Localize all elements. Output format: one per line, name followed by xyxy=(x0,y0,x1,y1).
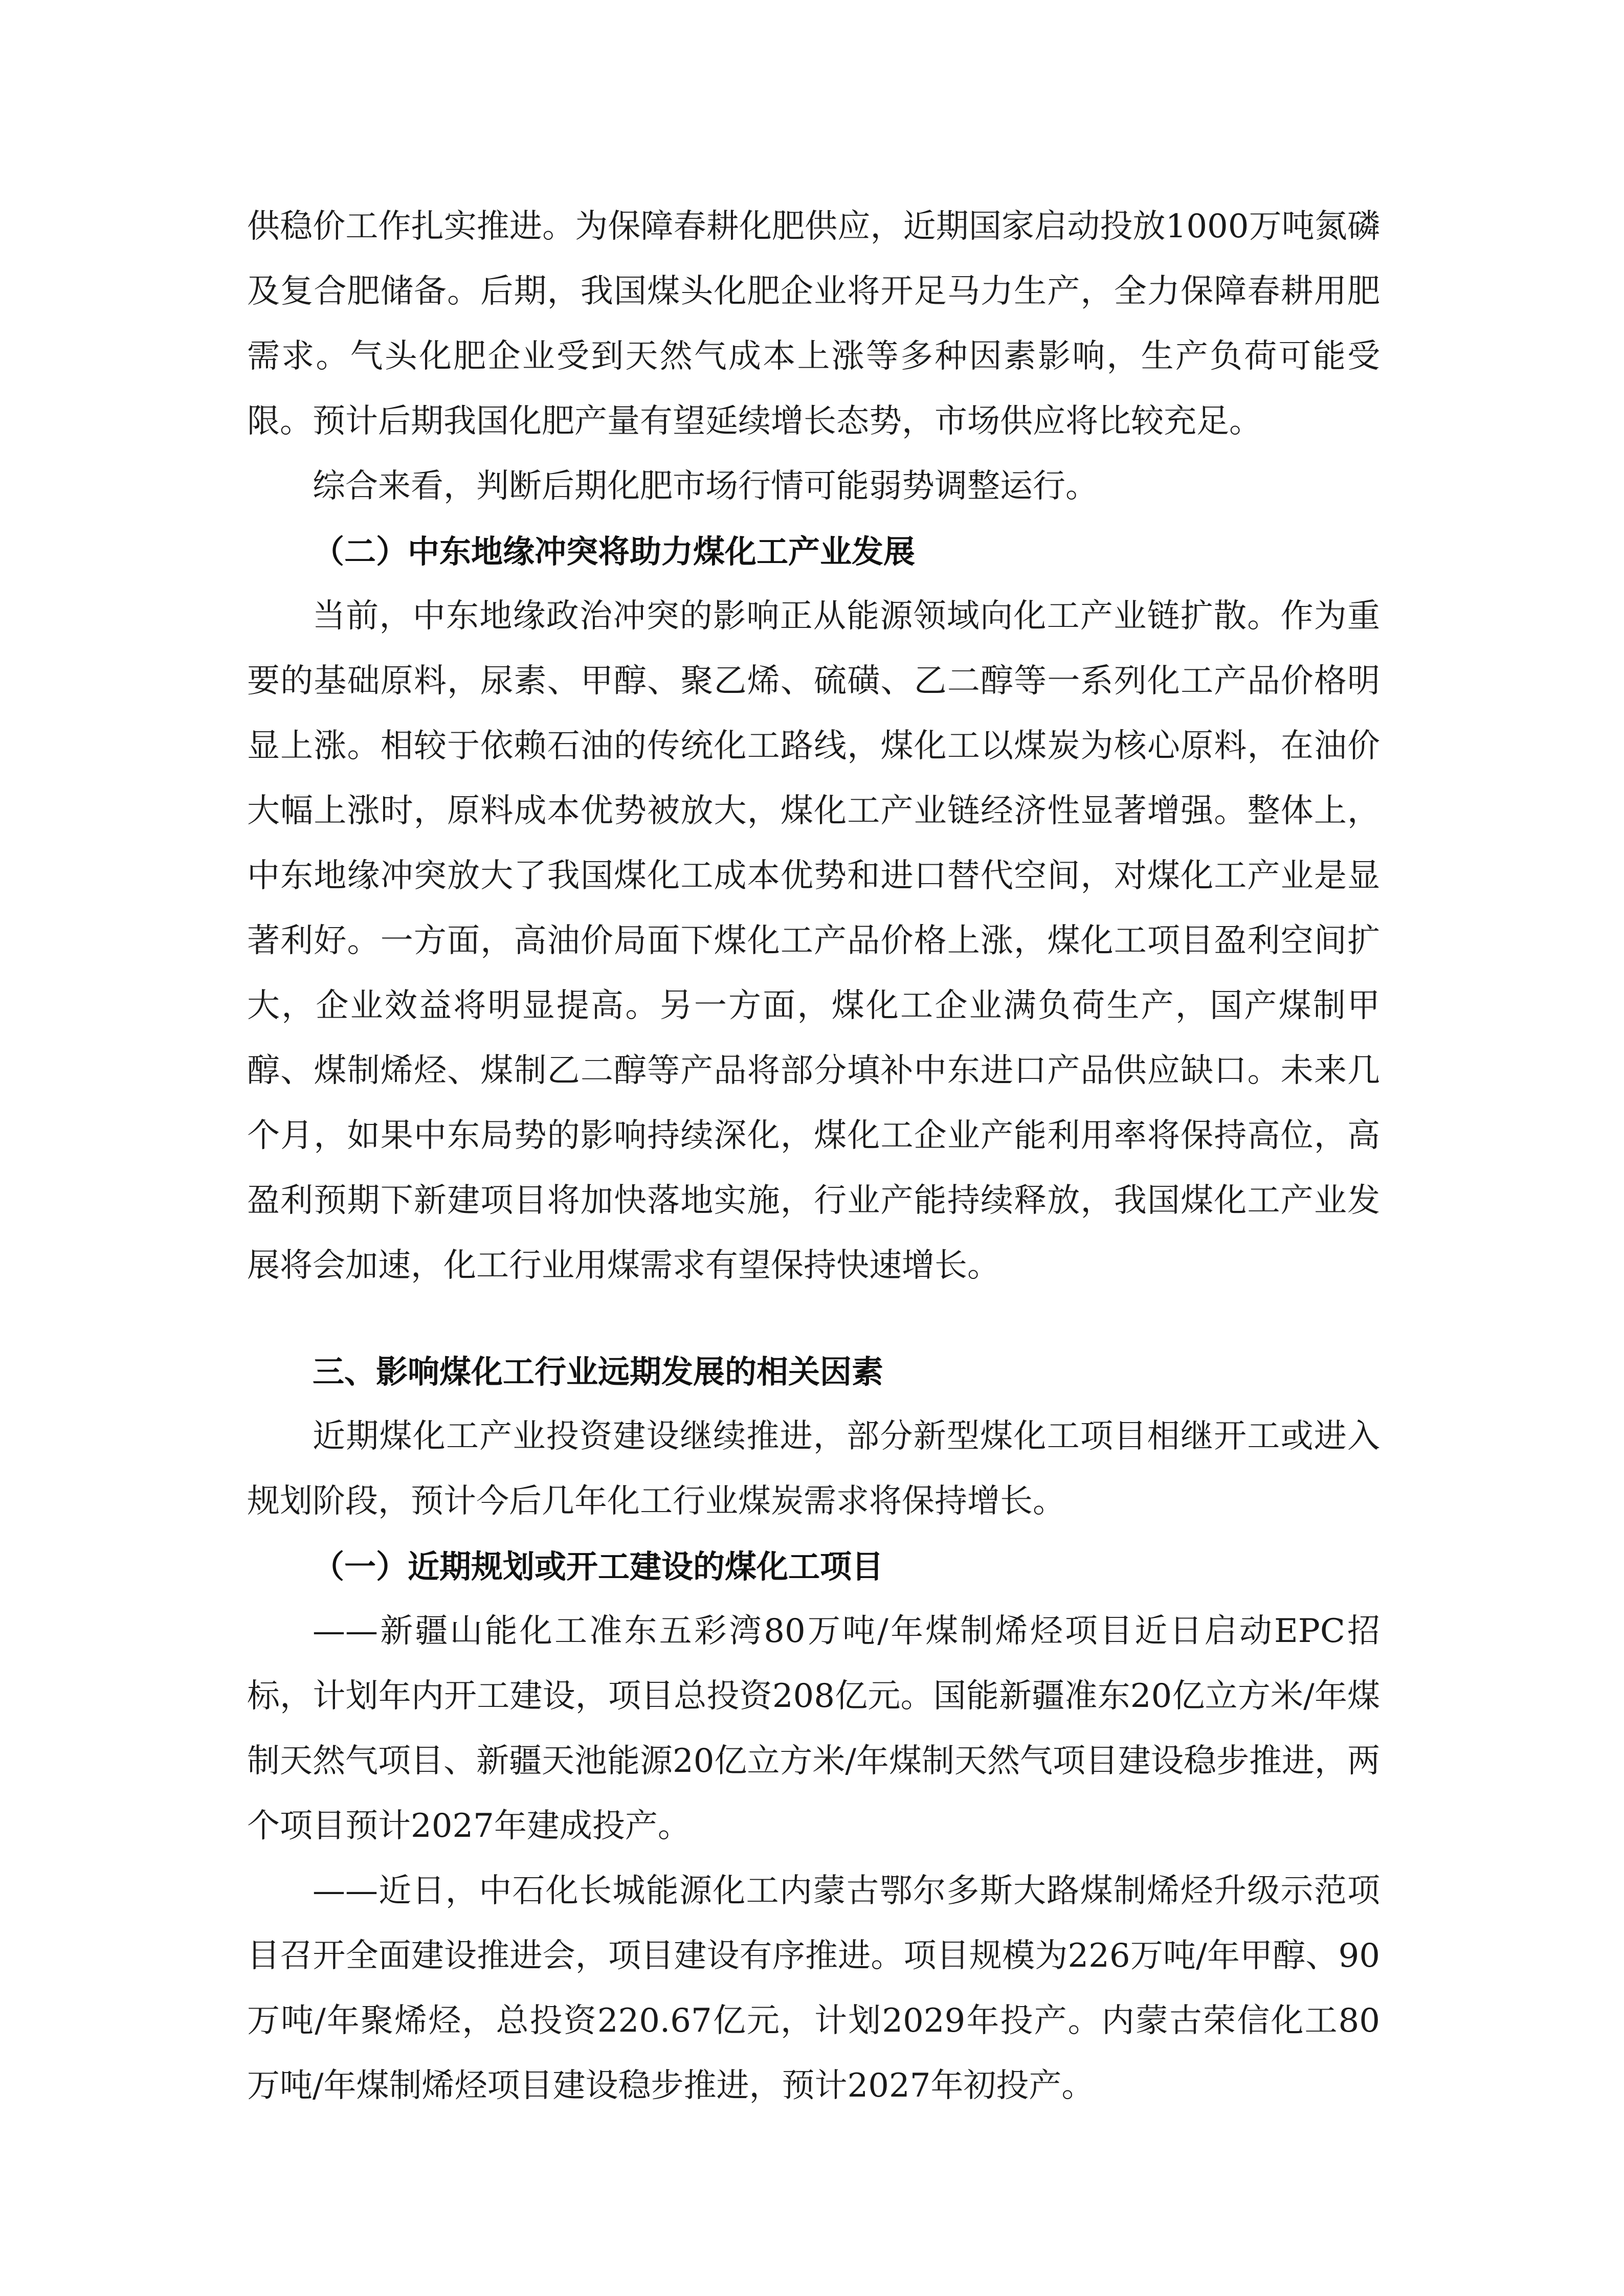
paragraph-project-xinjiang: ——新疆山能化工准东五彩湾80万吨/年煤制烯烃项目近日启动EPC招标，计划年内开工建设，项目总投资208亿元。国能新疆准东20亿立方米/年煤制天然气项目、新疆天池能源20亿立方米/年煤制天然气项目建设稳步推进，两个项目预计2027年建成投产。 xyxy=(247,1612,1380,1845)
paragraph-summary: 综合来看，判断后期化肥市场行情可能弱势调整运行。 xyxy=(313,467,1098,505)
paragraph-continued: 供稳价工作扎实推进。为保障春耕化肥供应，近期国家启动投放1000万吨氮磷及复合肥储备。后期，我国煤头化肥企业将开足马力生产，全力保障春耕用肥需求。气头化肥企业受到天然气成本上涨等多种因素影响，生产负荷可能受限。预计后期我国化肥产量有望延续增长态势，市场供应将比较充足。 xyxy=(247,208,1380,440)
document-body xyxy=(247,194,1380,2119)
paragraph-long-term-factors: 近期煤化工产业投资建设继续推进，部分新型煤化工项目相继开工或进入规划阶段，预计今后几年化工行业煤炭需求将保持增长。 xyxy=(247,1417,1380,1520)
section-heading-long-term-factors: 三、影响煤化工行业远期发展的相关因素 xyxy=(313,1353,884,1390)
paragraph-middle-east-conflict: 当前，中东地缘政治冲突的影响正从能源领域向化工产业链扩散。作为重要的基础原料，尿素、甲醇、聚乙烯、硫磺、乙二醇等一系列化工产品价格明显上涨。相较于依赖石油的传统化工路线，煤化工以煤炭为核心原料，在油价大幅上涨时，原料成本优势被放大，煤化工产业链经济性显著增强。整体上，中东地缘冲突放大了我国煤化工成本优势和进口替代空间，对煤化工产业是显著利好。一方面，高油价局面下煤化工产品价格上涨，煤化工项目盈利空间扩大，企业效益将明显提高。另一方面，煤化工企业满负荷生产，国产煤制甲醇、煤制烯烃、煤制乙二醇等产品将部分填补中东进口产品供应缺口。未来几个月，如果中东局势的影响持续深化，煤化工企业产能利用率将保持高位，高盈利预期下新建项目将加快落地实施，行业产能持续释放，我国煤化工产业发展将会加速，化工行业用煤需求有望保持快速增长。 xyxy=(247,597,1380,1285)
paragraph-project-inner-mongolia: ——近日，中石化长城能源化工内蒙古鄂尔多斯大路煤制烯烃升级示范项目召开全面建设推进会，项目建设有序推进。项目规模为226万吨/年甲醇、90万吨/年聚烯烃，总投资220.67亿元，计划2029年投产。内蒙古荣信化工80万吨/年煤制烯烃项目建设稳步推进，预计2027年初投产。 xyxy=(247,1872,1380,2105)
section-heading-recent-projects: （一）近期规划或开工建设的煤化工项目 xyxy=(313,1548,884,1585)
section-heading-middle-east-conflict: （二）中东地缘冲突将助力煤化工产业发展 xyxy=(313,533,916,570)
